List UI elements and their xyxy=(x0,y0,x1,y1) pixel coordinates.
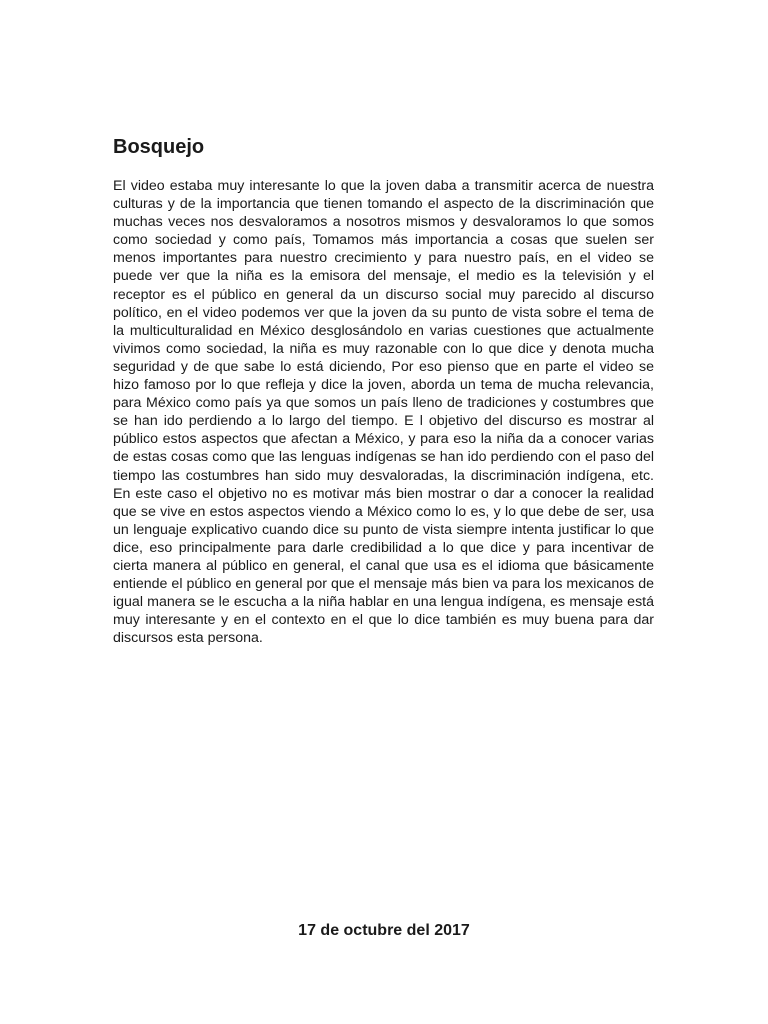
body-paragraph: El video estaba muy interesante lo que la joven daba a transmitir acerca de nuestra culturas y de la importancia que tienen tomando el aspecto de la discriminación que muchas veces nos desvaloramos a nosotros mismos y desvaloramos lo que somos como sociedad y como país, Tomamos más importancia a cosas que suelen ser menos importantes para nuestro crecimiento y para nuestro país, en el video se puede ver que la niña es la emisora del mensaje, el medio es la televisión y el receptor es el público en general da un discurso social muy parecido al discurso político, en el video podemos ver que la joven da su punto de vista sobre el tema de la multiculturalidad en México desglosándolo en varias cuestiones que actualmente vivimos como sociedad, la niña es muy razonable con lo que dice y denota mucha seguridad y de que sabe lo está diciendo, Por eso pienso que en parte el video se hizo famoso por lo que refleja y dice la joven, aborda un tema de mucha relevancia, para México como país ya que somos un país lleno de tradiciones y costumbres que se han ido perdiendo a lo largo del tiempo. E l objetivo del discurso es mostrar al público estos aspectos que afectan a México, y para eso la niña da a conocer varias de estas cosas como que las lenguas indígenas se han ido perdiendo con el paso del tiempo las costumbres han sido muy desvaloradas, la discriminación indígena, etc. En este caso el objetivo no es motivar más bien mostrar o dar a conocer la realidad que se vive en estos aspectos viendo a México como lo es, y lo que debe de ser, usa un lenguaje explicativo cuando dice su punto de vista siempre intenta justificar lo que dice, eso principalmente para darle credibilidad a lo que dice y para incentivar de cierta manera al público en general, el canal que usa es el idioma que básicamente entiende el público en general por que el mensaje más bien va para los mexicanos de igual manera se le escucha a la niña hablar en una lengua indígena, es mensaje está muy interesante y en el contexto en el que lo dice también es muy buena para dar discursos esta persona. xyxy=(113,178,654,647)
document-title: Bosquejo xyxy=(113,136,205,158)
document-date: 17 de octubre del 2017 xyxy=(298,922,470,939)
